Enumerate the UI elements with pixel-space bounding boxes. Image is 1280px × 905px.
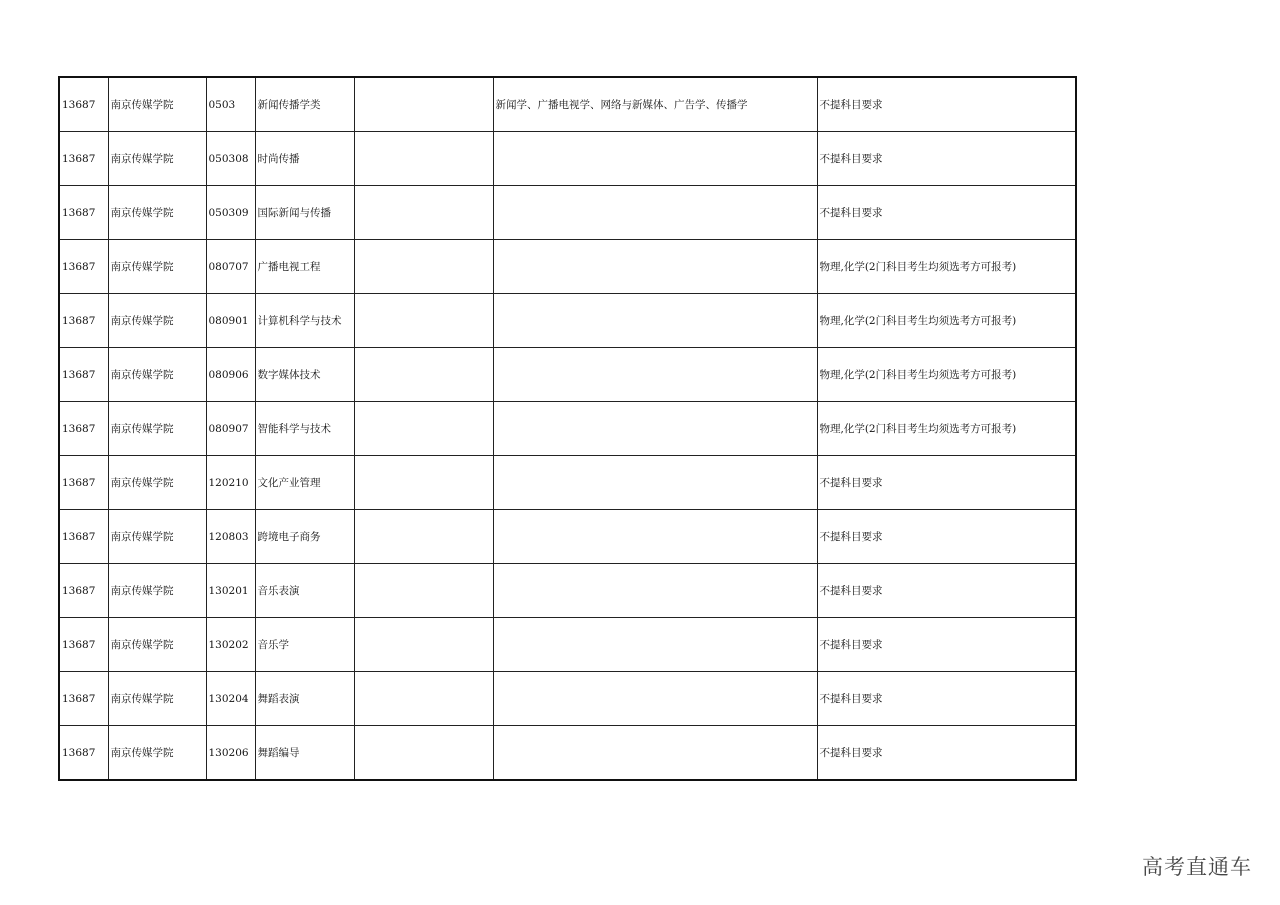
major-name-cell: 文化产业管理 — [255, 456, 354, 510]
school-code-cell: 13687 — [59, 618, 108, 672]
included-majors-cell — [493, 240, 817, 294]
included-majors-cell — [493, 456, 817, 510]
school-name-cell: 南京传媒学院 — [108, 240, 206, 294]
table-row — [59, 294, 1076, 348]
school-name-cell: 南京传媒学院 — [108, 672, 206, 726]
subject-requirement-cell: 不提科目要求 — [817, 186, 1076, 240]
notes-cell — [354, 348, 493, 402]
major-code-cell: 130202 — [206, 618, 255, 672]
table-row — [59, 456, 1076, 510]
school-name-cell: 南京传媒学院 — [108, 726, 206, 781]
table-row — [59, 186, 1076, 240]
major-name-cell: 计算机科学与技术 — [255, 294, 354, 348]
subject-requirement-cell: 不提科目要求 — [817, 726, 1076, 781]
table-row — [59, 348, 1076, 402]
subject-requirement-cell: 不提科目要求 — [817, 510, 1076, 564]
school-name-cell: 南京传媒学院 — [108, 294, 206, 348]
major-name-cell: 音乐学 — [255, 618, 354, 672]
school-name-cell: 南京传媒学院 — [108, 456, 206, 510]
school-name-cell: 南京传媒学院 — [108, 132, 206, 186]
subject-requirement-cell: 不提科目要求 — [817, 77, 1076, 132]
notes-cell — [354, 132, 493, 186]
notes-cell — [354, 564, 493, 618]
school-code-cell: 13687 — [59, 726, 108, 781]
major-code-cell: 130206 — [206, 726, 255, 781]
major-name-cell: 时尚传播 — [255, 132, 354, 186]
major-code-cell: 120210 — [206, 456, 255, 510]
watermark-logo-text: 高考直通车 — [1142, 855, 1252, 879]
major-code-cell: 080907 — [206, 402, 255, 456]
table-row — [59, 618, 1076, 672]
major-name-cell: 广播电视工程 — [255, 240, 354, 294]
major-code-cell: 130204 — [206, 672, 255, 726]
notes-cell — [354, 456, 493, 510]
admission-table — [58, 76, 1077, 781]
school-name-cell: 南京传媒学院 — [108, 564, 206, 618]
included-majors-cell — [493, 510, 817, 564]
included-majors-cell — [493, 402, 817, 456]
notes-cell — [354, 726, 493, 781]
table-row — [59, 510, 1076, 564]
table-row — [59, 240, 1076, 294]
included-majors-cell — [493, 618, 817, 672]
included-majors-cell — [493, 564, 817, 618]
notes-cell — [354, 294, 493, 348]
school-name-cell: 南京传媒学院 — [108, 510, 206, 564]
table-row — [59, 672, 1076, 726]
subject-requirement-cell: 不提科目要求 — [817, 456, 1076, 510]
school-name-cell: 南京传媒学院 — [108, 186, 206, 240]
major-code-cell: 0503 — [206, 77, 255, 132]
school-code-cell: 13687 — [59, 240, 108, 294]
included-majors-cell — [493, 294, 817, 348]
major-name-cell: 智能科学与技术 — [255, 402, 354, 456]
major-code-cell: 080707 — [206, 240, 255, 294]
table-body — [59, 77, 1076, 780]
school-code-cell: 13687 — [59, 672, 108, 726]
major-name-cell: 音乐表演 — [255, 564, 354, 618]
subject-requirement-cell: 不提科目要求 — [817, 618, 1076, 672]
school-name-cell: 南京传媒学院 — [108, 402, 206, 456]
included-majors-cell — [493, 672, 817, 726]
school-code-cell: 13687 — [59, 132, 108, 186]
major-code-cell: 080901 — [206, 294, 255, 348]
notes-cell — [354, 618, 493, 672]
included-majors-cell — [493, 726, 817, 781]
major-code-cell: 080906 — [206, 348, 255, 402]
table-row — [59, 402, 1076, 456]
major-code-cell: 130201 — [206, 564, 255, 618]
major-name-cell: 舞蹈表演 — [255, 672, 354, 726]
major-code-cell: 120803 — [206, 510, 255, 564]
school-code-cell: 13687 — [59, 564, 108, 618]
notes-cell — [354, 186, 493, 240]
table-row — [59, 132, 1076, 186]
major-name-cell: 舞蹈编导 — [255, 726, 354, 781]
school-name-cell: 南京传媒学院 — [108, 77, 206, 132]
table-row — [59, 564, 1076, 618]
table-row — [59, 77, 1076, 132]
school-code-cell: 13687 — [59, 77, 108, 132]
school-code-cell: 13687 — [59, 456, 108, 510]
included-majors-cell — [493, 348, 817, 402]
school-code-cell: 13687 — [59, 510, 108, 564]
included-majors-cell — [493, 132, 817, 186]
subject-requirement-cell: 物理,化学(2门科目考生均须选考方可报考) — [817, 402, 1076, 456]
major-name-cell: 跨境电子商务 — [255, 510, 354, 564]
table-row — [59, 726, 1076, 781]
included-majors-cell — [493, 186, 817, 240]
included-majors-cell: 新闻学、广播电视学、网络与新媒体、广告学、传播学 — [493, 77, 817, 132]
notes-cell — [354, 510, 493, 564]
major-name-cell: 新闻传播学类 — [255, 77, 354, 132]
school-code-cell: 13687 — [59, 186, 108, 240]
major-name-cell: 国际新闻与传播 — [255, 186, 354, 240]
notes-cell — [354, 672, 493, 726]
notes-cell — [354, 402, 493, 456]
subject-requirement-cell: 不提科目要求 — [817, 132, 1076, 186]
subject-requirement-cell: 物理,化学(2门科目考生均须选考方可报考) — [817, 348, 1076, 402]
major-code-cell: 050309 — [206, 186, 255, 240]
school-name-cell: 南京传媒学院 — [108, 618, 206, 672]
subject-requirement-cell: 不提科目要求 — [817, 564, 1076, 618]
school-code-cell: 13687 — [59, 348, 108, 402]
subject-requirement-cell: 不提科目要求 — [817, 672, 1076, 726]
notes-cell — [354, 77, 493, 132]
school-name-cell: 南京传媒学院 — [108, 348, 206, 402]
subject-requirement-cell: 物理,化学(2门科目考生均须选考方可报考) — [817, 240, 1076, 294]
major-name-cell: 数字媒体技术 — [255, 348, 354, 402]
subject-requirement-cell: 物理,化学(2门科目考生均须选考方可报考) — [817, 294, 1076, 348]
school-code-cell: 13687 — [59, 294, 108, 348]
school-code-cell: 13687 — [59, 402, 108, 456]
major-code-cell: 050308 — [206, 132, 255, 186]
notes-cell — [354, 240, 493, 294]
